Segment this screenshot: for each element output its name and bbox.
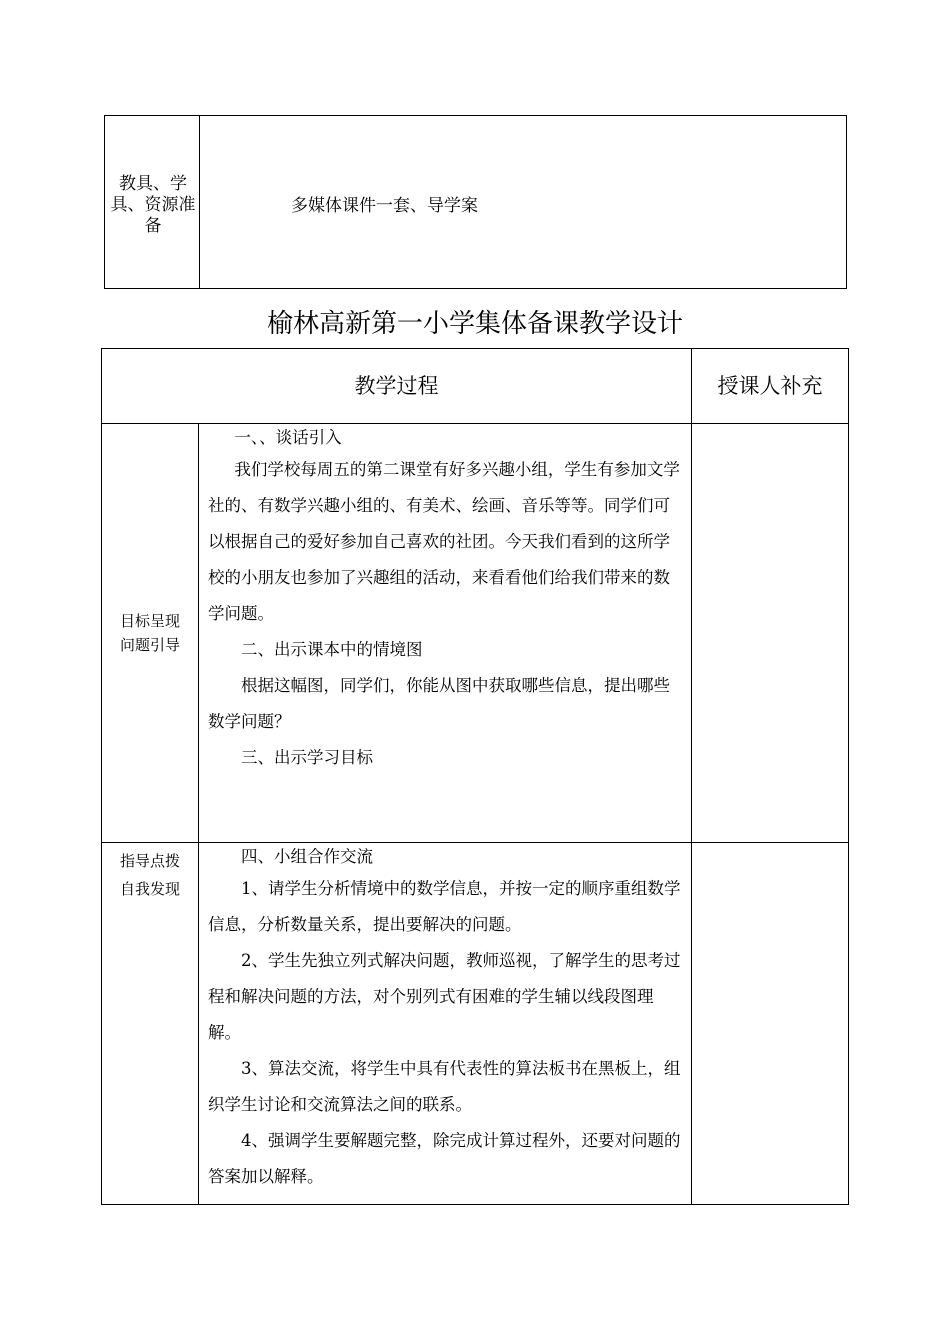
resources-table xyxy=(104,115,847,289)
section2-item-1: 1、请学生分析情境中的数学信息，并按一定的顺序重组数学信息，分析数量关系，提出要解决的问题。 xyxy=(208,879,681,934)
section2-heading-4: 四、小组合作交流 xyxy=(241,847,373,866)
resources-content: 多媒体课件一套、导学案 xyxy=(291,196,478,216)
section2-label-line1: 指导点拨 xyxy=(119,852,180,870)
section2-label xyxy=(102,847,198,903)
header-process: 教学过程 xyxy=(354,374,439,398)
table-divider xyxy=(199,116,200,288)
section2-content xyxy=(208,843,686,1195)
section1-paragraph-question: 根据这幅图，同学们，你能从图中获取哪些信息，提出哪些数学问题？ xyxy=(208,676,670,731)
column-divider-right xyxy=(691,349,692,1205)
section2-item-4: 4、强调学生要解题完整，除完成计算过程外，还要对问题的答案加以解释。 xyxy=(208,1131,681,1186)
section1-heading-2: 二、出示课本中的情境图 xyxy=(241,640,423,659)
section1-heading-1: 一、、谈话引入 xyxy=(234,428,342,447)
page-title: 榆林高新第一小学集体备课教学设计 xyxy=(266,309,683,339)
header-supplement: 授课人补充 xyxy=(717,374,823,398)
column-divider-left xyxy=(198,424,199,1205)
section1-label-line1: 目标呈现 xyxy=(119,612,180,630)
section1-content xyxy=(208,424,686,776)
section2-item-3: 3、算法交流，将学生中具有代表性的算法板书在黑板上，组织学生讨论和交流算法之间的联系。 xyxy=(208,1059,681,1114)
section2-item-2: 2、学生先独立列式解决问题，教师巡视，了解学生的思考过程和解决问题的方法，对个别列式有困难的学生辅以线段图理解。 xyxy=(208,951,681,1042)
section2-label-line2: 自我发现 xyxy=(119,880,180,898)
section1-label-line2: 问题引导 xyxy=(119,636,180,654)
resources-label: 教具、学具、资源准备 xyxy=(110,174,196,236)
section1-paragraph-intro: 我们学校每周五的第二课堂有好多兴趣小组，学生有参加文学社的、有数学兴趣小组的、有美术、绘画、音乐等等。同学们可以根据自己的爱好参加自己喜欢的社团。今天我们看到的这所学校的小朋友也参加了兴趣组的活动，来看看他们给我们带来的数学问题。 xyxy=(208,460,680,623)
lesson-process-table xyxy=(101,348,849,1205)
section1-label xyxy=(102,609,198,657)
section1-heading-3: 三、出示学习目标 xyxy=(241,748,373,767)
